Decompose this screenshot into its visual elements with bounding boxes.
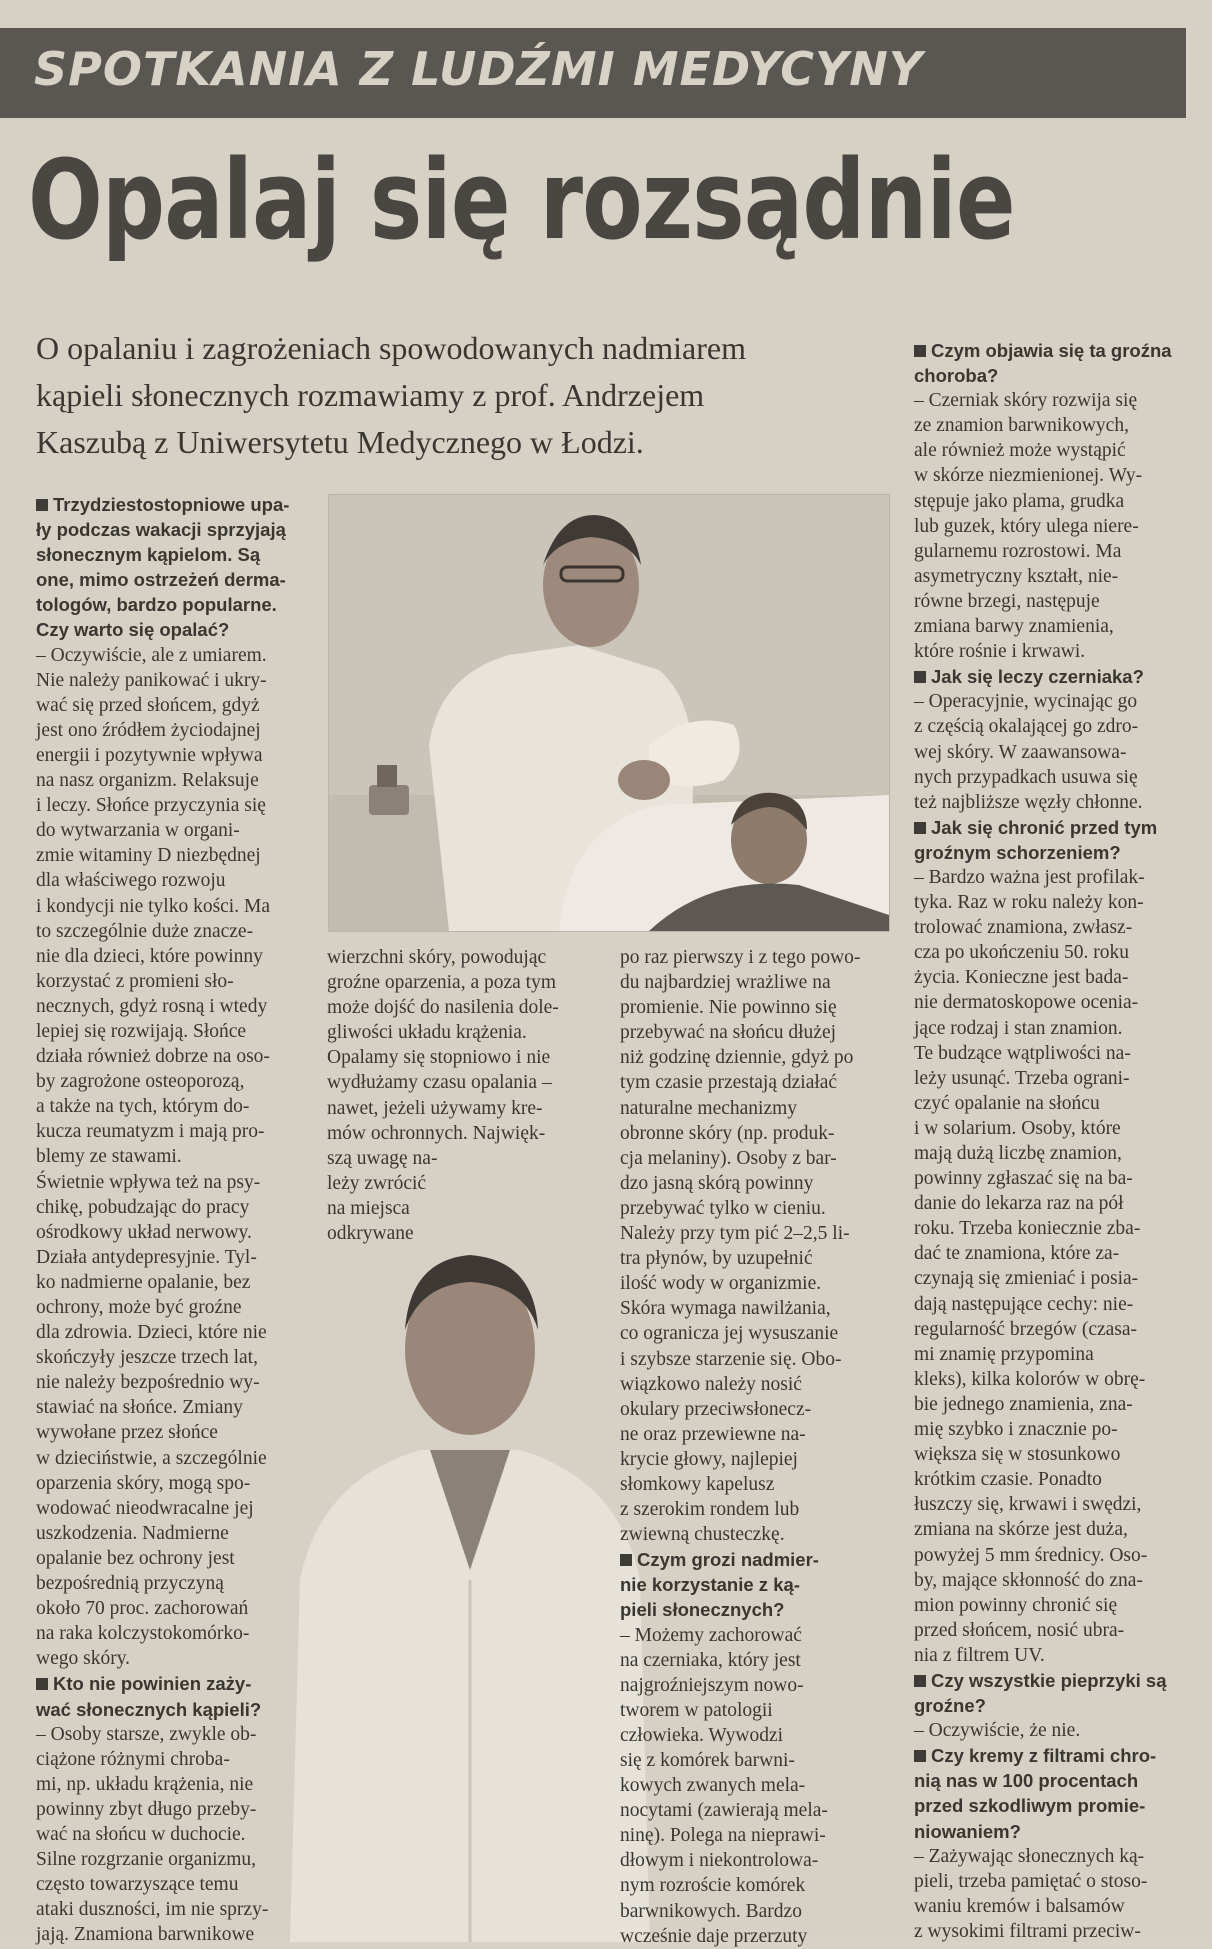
body-text-line: ciążone różnymi chroba- [36, 1748, 230, 1770]
body-text-line: zmie witaminy D niezbędnej [36, 845, 261, 867]
body-text-line: – Oczywiście, ale z umiarem. [36, 644, 267, 666]
body-text-line: ośrodkowy układ nerwowy. [36, 1221, 252, 1243]
body-text-line: cja melaniny). Osoby z bar- [620, 1147, 837, 1169]
question-heading-line: tologów, bardzo popularne. [36, 594, 277, 616]
body-text-line: jają. Znamiona barwnikowe [36, 1924, 255, 1946]
body-text-line: – Czerniak skóry rozwija się [914, 390, 1138, 412]
question-heading: Czym grozi nadmier- [620, 1547, 890, 1572]
body-text-line: powinny zgłaszać się na ba- [914, 1168, 1133, 1190]
body-text-line: życia. Konieczne jest bada- [914, 967, 1129, 989]
body-text-line: obronne skóry (np. produk- [620, 1122, 835, 1144]
body-text-line: Te budzące wątpliwości na- [914, 1042, 1131, 1064]
text-column-2 [327, 945, 597, 1246]
body-text-line: na miejsca [327, 1197, 410, 1219]
body-text-line: ochrony, może być groźne [36, 1297, 242, 1318]
body-text-line: gularnemu rozrostowi. Ma [914, 540, 1122, 562]
text-column-3 [620, 945, 890, 1949]
body-text-line: groźne oparzenia, a poza tym [327, 972, 557, 994]
question-heading: Czym objawia się ta groźna [914, 338, 1186, 363]
body-text-line: nym rozroście komórek [620, 1875, 806, 1897]
body-text-line: dać te znamiona, które za- [914, 1243, 1120, 1265]
body-text-line: najgroźniejszym nowo- [620, 1674, 804, 1696]
body-text-line: na raka kolczystokomórko- [36, 1623, 250, 1645]
body-text-line: i kondycji nie tylko kości. Ma [36, 895, 270, 917]
body-text-line: kucza reumatyzm i mają pro- [36, 1121, 265, 1143]
body-text-line: które rośnie i krwawi. [914, 641, 1086, 663]
body-text-line: blemy ze stawami. [36, 1146, 182, 1168]
body-text-line: tworem w patologii [620, 1699, 773, 1721]
body-text-line: niż godzinę dziennie, gdyż po [620, 1047, 854, 1069]
body-text-line: działa również dobrze na oso- [36, 1046, 270, 1068]
body-text-line: waniu kremów i balsamów [914, 1895, 1125, 1917]
body-text-line: w dzieciństwie, a szczególnie [36, 1447, 267, 1469]
article-lead [36, 325, 896, 466]
body-text-line: ko nadmierne opalanie, bez [36, 1271, 251, 1293]
body-text-line: czynają się zmieniać i posia- [914, 1268, 1139, 1290]
body-text-line: co ogranicza jej wysuszanie [620, 1323, 839, 1345]
question-heading-line: nie korzystanie z ką- [620, 1574, 800, 1596]
body-text-line: – Bardzo ważna jest profilak- [914, 866, 1145, 888]
body-text-line: równe brzegi, następuje [914, 590, 1100, 612]
body-text-line: dla zdrowia. Dzieci, które nie [36, 1322, 267, 1344]
body-text-line: i leczy. Słońce przyczynia się [36, 795, 266, 817]
body-text-line: ninę). Polega na nieprawi- [620, 1825, 826, 1847]
body-text-line: większa się w stosunkowo [914, 1444, 1121, 1466]
body-text-line: wej skóry. W zaawansowa- [914, 741, 1127, 763]
body-text-line: z wysokimi filtrami przeciw- [914, 1920, 1141, 1942]
body-text-line: stępuje jako plama, grudka [914, 490, 1125, 512]
body-text-line: na nasz organizm. Relaksuje [36, 770, 259, 792]
body-text-line: powinny zbyt długo przeby- [36, 1798, 257, 1820]
body-text-line: czyć opalanie na słońcu [914, 1092, 1100, 1114]
lead-line: kąpieli słonecznych rozmawiamy z prof. Andrzejem [36, 377, 705, 413]
lead-line: O opalaniu i zagrożeniach spowodowanych nadmiarem [36, 330, 746, 366]
body-text-line: zmiana barwy znamienia, [914, 616, 1114, 638]
question-heading: Czy wszystkie pieprzyki są [914, 1668, 1186, 1693]
question-heading-line: ły podczas wakacji sprzyjają [36, 519, 286, 541]
body-text-line: mię szybko i znacznie po- [914, 1419, 1118, 1441]
question-heading-line: niowaniem? [914, 1820, 1021, 1842]
body-text-line: to szczególnie duże znacze- [36, 920, 254, 942]
body-text-line: ale również może wystąpić [914, 440, 1126, 462]
question-heading-line: groźnym schorzeniem? [914, 841, 1121, 863]
question-heading: Trzydziestostopniowe upa- [36, 492, 298, 517]
body-text-line: regularność brzegów (czasa- [914, 1318, 1138, 1340]
body-text-line: leży usunąć. Trzeba ograni- [914, 1067, 1130, 1089]
body-text-line: energii i pozytywnie wpływa [36, 744, 263, 766]
body-text-line: wydłużamy czasu opalania – [327, 1072, 552, 1094]
body-text-line: nie dermatoskopowe ocenia- [914, 992, 1139, 1014]
body-text-line: Silne rozgrzanie organizmu, [36, 1849, 257, 1871]
body-text-line: wodować nieodwracalne jej [36, 1497, 254, 1519]
body-text-line: wcześnie daje przerzuty [620, 1925, 808, 1947]
body-text-line: pieli, trzeba pamiętać o stoso- [914, 1870, 1148, 1892]
body-text-line: wać na słońcu w duchocie. [36, 1823, 246, 1845]
body-text-line: okulary przeciwsłonecz- [620, 1398, 812, 1420]
question-heading: Jak się chronić przed tym [914, 815, 1186, 840]
body-text-line: Świetnie wpływa też na psy- [36, 1171, 261, 1193]
body-text-line: nocytami (zawierają mela- [620, 1800, 828, 1822]
question-heading-line: przed szkodliwym promie- [914, 1795, 1146, 1817]
body-text-line: bie jednego znamienia, zna- [914, 1393, 1133, 1415]
body-text-line: ilość wody w organizmie. [620, 1273, 822, 1295]
body-text-line: przebywać na słońcu dłużej [620, 1022, 837, 1044]
photo-doctor-with-patient [328, 494, 890, 932]
section-title: SPOTKANIA Z LUDŹMI MEDYCYNY [34, 42, 924, 96]
body-text-line: powyżej 5 mm średnicy. Oso- [914, 1544, 1148, 1566]
body-text-line: danie do lekarza raz na pół [914, 1193, 1124, 1215]
text-column-1 [36, 492, 298, 1947]
body-text-line: krycie głowy, najlepiej [620, 1448, 798, 1470]
body-text-line: przed słońcem, nosić ubra- [914, 1619, 1125, 1641]
body-text-line: nie dla dzieci, które powinny [36, 945, 263, 967]
body-text-line: skończyły jeszcze trzech lat, [36, 1347, 258, 1369]
body-text-line: też najbliższe węzły chłonne. [914, 791, 1143, 813]
body-text-line: do wytwarzania w organi- [36, 820, 240, 842]
body-text-line: by zagrożone osteoporozą, [36, 1071, 245, 1093]
body-text-line: mają dużą liczbę znamion, [914, 1143, 1122, 1164]
body-text-line: jest ono źródłem życiodajnej [36, 719, 261, 741]
question-heading-line: groźne? [914, 1695, 986, 1717]
body-text-line: oparzenia skóry, mogą spo- [36, 1472, 251, 1494]
article-headline: Opalaj się rozsądnie [28, 136, 1015, 264]
body-text-line: promienie. Nie powinno się [620, 997, 837, 1019]
body-text-line: – Operacyjnie, wycinając go [914, 691, 1138, 713]
body-text-line: Skóra wymaga nawilżania, [620, 1298, 831, 1320]
body-text-line: necznych, gdyż rosną i wtedy [36, 995, 268, 1017]
body-text-line: du najbardziej wrażliwe na [620, 972, 831, 994]
body-text-line: bezpośrednią przyczyną [36, 1573, 224, 1595]
body-text-line: ataki duszności, im nie sprzy- [36, 1899, 269, 1921]
body-text-line: mion powinny chronić się [914, 1594, 1118, 1616]
body-text-line: kowych zwanych mela- [620, 1775, 806, 1797]
body-text-line: krótkim czasie. Ponadto [914, 1469, 1102, 1491]
body-text-line: trolować znamiona, zwłasz- [914, 917, 1133, 939]
body-text-line: – Oczywiście, że nie. [914, 1720, 1081, 1742]
body-text-line: nia z filtrem UV. [914, 1644, 1045, 1666]
body-text-line: dla właściwego rozwoju [36, 870, 226, 892]
body-text-line: dają następujące cechy: nie- [914, 1293, 1134, 1315]
question-heading-line: choroba? [914, 365, 999, 387]
question-heading-line: pieli słonecznych? [620, 1599, 785, 1621]
body-text-line: słomkowy kapelusz [620, 1473, 775, 1495]
body-text-line: – Zażywając słonecznych ką- [914, 1845, 1145, 1867]
body-text-line: z częścią okalającej go zdro- [914, 716, 1139, 738]
question-heading-line: nią nas w 100 procentach [914, 1770, 1139, 1792]
body-text-line: a także na tych, którym do- [36, 1096, 250, 1118]
body-text-line: się z komórek barwni- [620, 1750, 795, 1771]
body-text-line: korzystać z promieni sło- [36, 970, 234, 992]
body-text-line: po raz pierwszy i z tego powo- [620, 947, 861, 968]
body-text-line: tra płynów, by uzupełnić [620, 1248, 813, 1270]
body-text-line: gliwości układu krążenia. [327, 1022, 527, 1044]
body-text-line: człowieka. Wywodzi [620, 1724, 784, 1746]
body-text-line: ze znamion barwnikowych, [914, 415, 1129, 437]
body-text-line: dłowym i niekontrolowa- [620, 1850, 819, 1872]
body-text-line: może dojść do nasilenia dole- [327, 997, 559, 1019]
question-heading-line: słonecznym kąpielom. Są [36, 544, 261, 566]
body-text-line: szą uwagę na- [327, 1147, 438, 1169]
body-text-line: asymetryczny kształt, nie- [914, 565, 1119, 587]
question-heading: Kto nie powinien zaży- [36, 1671, 298, 1696]
body-text-line: Działa antydepresyjnie. Tyl- [36, 1246, 257, 1268]
body-text-line: by, mające skłonność do zna- [914, 1569, 1143, 1591]
body-text-line: zmiana na skórze jest duża, [914, 1519, 1128, 1541]
text-column-4 [914, 338, 1186, 1944]
body-text-line: wierzchni skóry, powodując [327, 947, 547, 968]
body-text-line: łuszczy się, krwawi i swędzi, [914, 1494, 1142, 1516]
lead-line: Kaszubą z Uniwersytetu Medycznego w Łodzi. [36, 424, 644, 460]
body-text-line: nych przypadkach usuwa się [914, 766, 1138, 788]
body-text-line: zwiewną chusteczkę. [620, 1524, 785, 1546]
body-text-line: nie należy bezpośrednio wy- [36, 1372, 260, 1394]
body-text-line: leży zwrócić [327, 1172, 427, 1194]
body-text-line: opalanie bez ochrony jest [36, 1547, 235, 1569]
body-text-line: mi, np. układu krążenia, nie [36, 1773, 254, 1795]
body-text-line: wiązkowo należy nosić [620, 1373, 802, 1395]
body-text-line: naturalne mechanizmy [620, 1097, 798, 1119]
body-text-line: w skórze niezmienionej. Wy- [914, 465, 1143, 487]
body-text-line: – Osoby starsze, zwykle ob- [36, 1723, 257, 1745]
question-heading-line: one, mimo ostrzeżeń derma- [36, 569, 286, 591]
body-text-line: z szerokim rondem lub [620, 1499, 800, 1521]
body-text-line: nawet, jeżeli używamy kre- [327, 1097, 543, 1119]
body-text-line: Opalamy się stopniowo i nie [327, 1047, 551, 1069]
body-text-line: ne oraz przewiewne na- [620, 1423, 806, 1445]
body-text-line: Nie należy panikować i ukry- [36, 669, 267, 691]
body-text-line: kleks), kilka kolorów w obrę- [914, 1368, 1146, 1390]
body-text-line: mi znamię przypomina [914, 1343, 1094, 1365]
body-text-line: około 70 proc. zachorowań [36, 1598, 249, 1620]
body-text-line: na czerniaka, który jest [620, 1649, 801, 1671]
body-text-line: i w solarium. Osoby, które [914, 1117, 1121, 1139]
body-text-line: przebywać tylko w cieniu. [620, 1197, 826, 1219]
body-text-line: barwnikowych. Bardzo [620, 1900, 802, 1922]
body-text-line: cza po ukończeniu 50. roku [914, 942, 1129, 964]
body-text-line: często towarzyszące temu [36, 1874, 239, 1896]
body-text-line: Należy przy tym pić 2–2,5 li- [620, 1223, 850, 1245]
question-heading-line: Czy warto się opalać? [36, 619, 230, 641]
body-text-line: jące rodzaj i stan znamion. [914, 1017, 1123, 1039]
body-text-line: – Możemy zachorować [620, 1624, 802, 1646]
body-text-line: roku. Trzeba koniecznie zba- [914, 1218, 1141, 1240]
body-text-line: wać się przed słońcem, gdyż [36, 694, 260, 716]
body-text-line: uszkodzenia. Nadmierne [36, 1522, 229, 1544]
question-heading-line: wać słonecznych kąpieli? [36, 1698, 262, 1720]
question-heading: Jak się leczy czerniaka? [914, 664, 1186, 689]
body-text-line: wego skóry. [36, 1648, 131, 1670]
photo-doctor-portrait [280, 1150, 660, 1942]
body-text-line: chikę, pobudzając do pracy [36, 1196, 250, 1218]
question-heading: Czy kremy z filtrami chro- [914, 1743, 1186, 1768]
body-text-line: tym czasie przestają działać [620, 1072, 838, 1094]
body-text-line: dzo jasną skórą powinny [620, 1172, 814, 1194]
body-text-line: lepiej się rozwijają. Słońce [36, 1020, 247, 1042]
body-text-line: i szybsze starzenie się. Obo- [620, 1348, 842, 1370]
body-text-line: lub guzek, który ulega niere- [914, 515, 1139, 537]
body-text-line: odkrywane [327, 1223, 414, 1245]
body-text-line: mów ochronnych. Najwięk- [327, 1122, 546, 1144]
body-text-line: wywołane przez słońce [36, 1422, 218, 1444]
body-text-line: tyka. Raz w roku należy kon- [914, 892, 1144, 914]
body-text-line: stawiać na słońce. Zmiany [36, 1397, 243, 1419]
